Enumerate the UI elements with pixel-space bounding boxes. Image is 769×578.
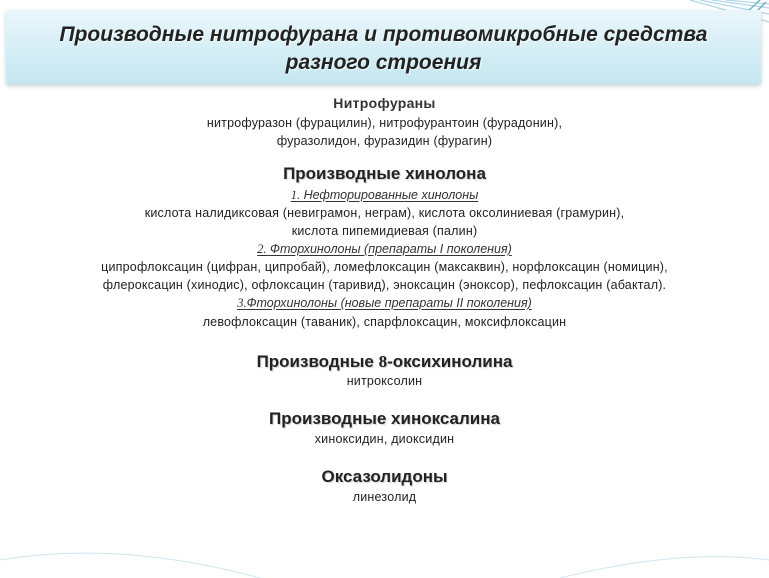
oxyquinoline-heading-suffix: -оксихинолина (387, 352, 513, 371)
group-3-label: Фторхинолоны (новые препараты II поколения) (246, 296, 532, 310)
quinolones-group-2 (0, 242, 769, 257)
oxyquinoline-heading-number: 8 (378, 352, 388, 371)
quinolones-group-2-line-2: флероксацин (хинодис), офлоксацин (таривид), эноксацин (эноксор), пефлоксацин (абактал). (102, 278, 667, 292)
group-1-label: Нефторированные хинолоны (303, 188, 479, 202)
group-1-number: 1. (290, 188, 301, 202)
quinoxaline-line-1: хиноксидин, диоксидин (314, 432, 455, 446)
title-banner (6, 10, 761, 84)
quinolones-group-1-line-2: кислота пипемидиевая (палин) (291, 224, 478, 238)
quinolones-group-1 (0, 188, 769, 203)
quinolones-group-1-line-1: кислота налидиксовая (невиграмон, неграм), кислота оксолиниевая (грамурин), (144, 206, 625, 220)
quinolones-group-3 (0, 296, 769, 311)
oxyquinoline-line-1: нитроксолин (346, 374, 423, 388)
group-2-number: 2. (257, 242, 267, 256)
title-line-1: Производные нитрофурана и противомикробные средства (59, 23, 708, 46)
title-line-2: разного строения (285, 51, 482, 74)
oxyquinoline-heading-prefix: Производные (256, 352, 379, 371)
oxyquinoline-heading (0, 352, 769, 372)
quinolones-group-3-line-1: левофлоксацин (таваник), спарфлоксацин, моксифлоксацин (202, 315, 567, 329)
quinoxaline-heading: Производные хиноксалина (269, 409, 500, 428)
oxazolidinones-heading: Оксазолидоны (321, 467, 448, 486)
group-2-label: Фторхинолоны (препараты I поколения) (270, 242, 512, 256)
nitrofurans-line-2: фуразолидон, фуразидин (фурагин) (276, 134, 493, 148)
oxazolidinones-line-1: линезолид (352, 490, 417, 504)
quinolones-group-2-line-1: ципрофлоксацин (цифран, ципробай), ломефлоксацин (максаквин), норфлоксацин (номицин), (101, 260, 668, 274)
quinolones-heading: Производные хинолона (283, 164, 486, 183)
group-3-number: 3. (237, 296, 247, 310)
nitrofurans-line-1: нитрофуразон (фурацилин), нитрофурантоин (фурадонин), (206, 116, 563, 130)
nitrofurans-heading: Нитрофураны (333, 95, 436, 111)
